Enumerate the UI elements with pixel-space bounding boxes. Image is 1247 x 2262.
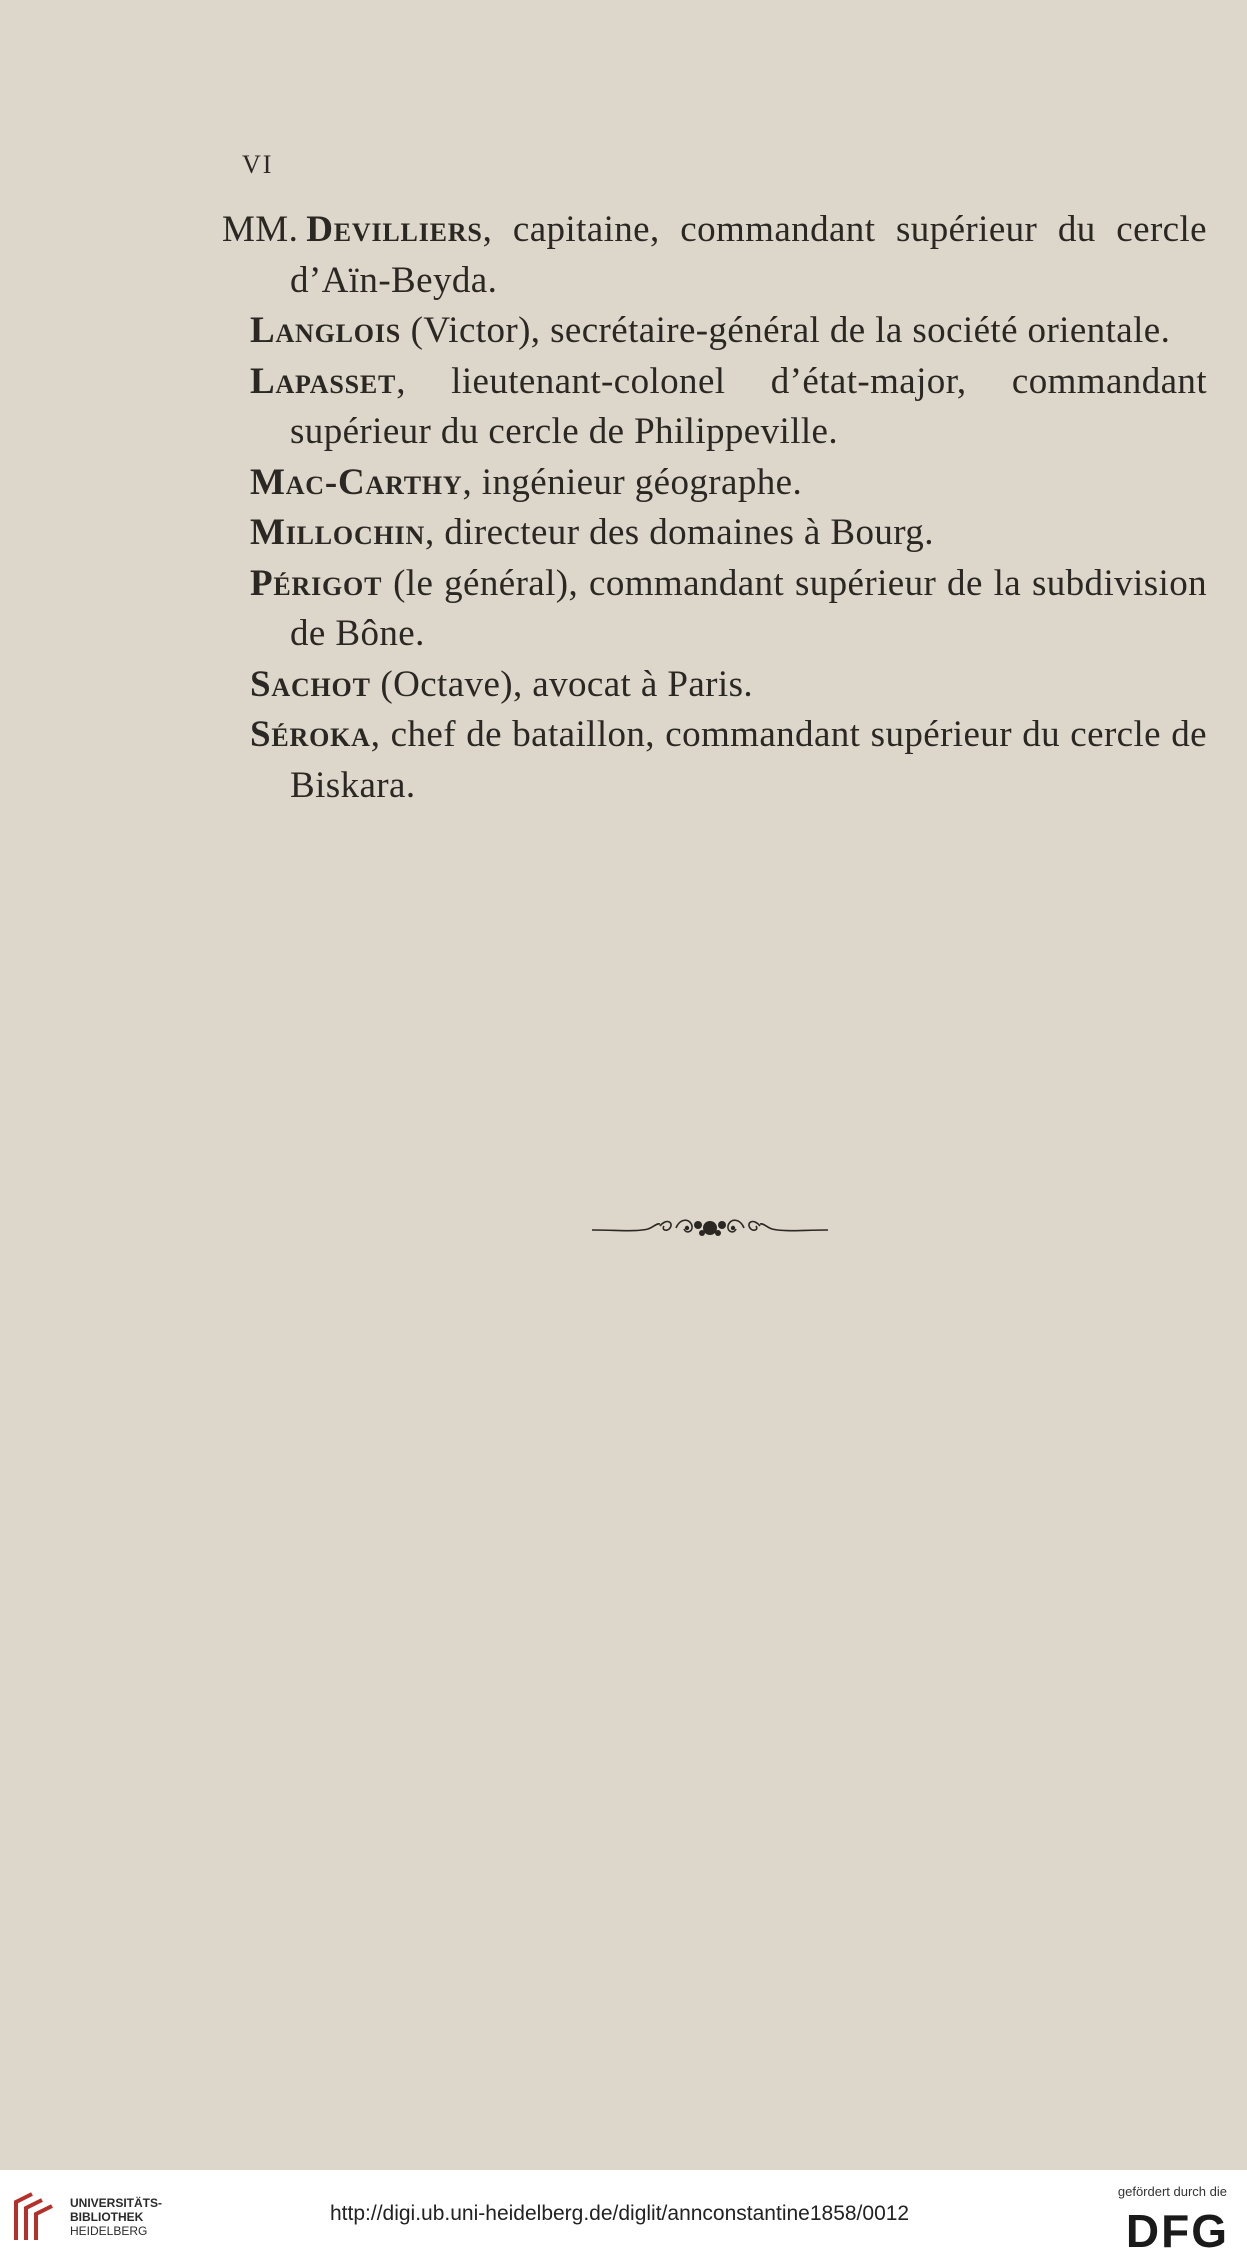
document-url[interactable]: http://digi.ub.uni-heidelberg.de/diglit/annconstantine1858/0012 [330,2202,910,2225]
entry-name: Langlois [250,310,401,351]
ornament-divider-icon [590,1212,830,1244]
entry-name: Mac-Carthy [250,461,463,503]
entry-text: (Victor), secrétaire-général de la société orientale. [401,310,1171,351]
library-logo-icon [10,2188,60,2248]
entry-name: Lapasset [250,360,397,402]
entry-text: , lieutenant-colonel d’état-major, commandant supérieur du cercle de Philippeville. [290,360,1207,452]
sponsor-label: gefördert durch die [1117,2184,1227,2199]
list-item [222,710,1207,811]
list-item [222,205,1207,306]
list-item [222,660,1207,711]
list-item [222,357,1207,458]
entry-prefix: MM. [222,209,299,250]
entry-text: (le général), commandant supérieur de la subdivision de Bône. [290,562,1207,654]
entry-text: , chef de bataillon, commandant supérieur du cercle de Biskara. [290,714,1207,806]
digitization-footer [0,2170,1247,2262]
list-item [222,508,1207,559]
entry-name: Séroka [250,714,371,755]
list-item [222,306,1207,357]
library-name-line3: HEIDELBERG [70,2224,148,2238]
entry-name: Périgot [250,562,383,604]
library-name-line1: UNIVERSITÄTS- [70,2196,163,2210]
library-name [70,2196,162,2238]
entry-text: , directeur des domaines à Bourg. [425,512,934,553]
entry-text: , ingénieur géographe. [462,461,803,503]
entry-name: Millochin [250,512,426,553]
member-list [222,205,1207,811]
page-number: VI [242,150,274,179]
list-item [222,458,1207,509]
sponsor-logo: DFG [1125,2205,1229,2257]
list-item [222,559,1207,660]
entry-text: , capitaine, commandant supérieur du cercle d’Aïn-Beyda. [290,209,1207,301]
entry-text: (Octave), avocat à Paris. [370,663,754,705]
entry-name: Devilliers [306,209,483,250]
library-name-line2: BIBLIOTHEK [70,2210,144,2224]
entry-name: Sachot [250,663,371,705]
